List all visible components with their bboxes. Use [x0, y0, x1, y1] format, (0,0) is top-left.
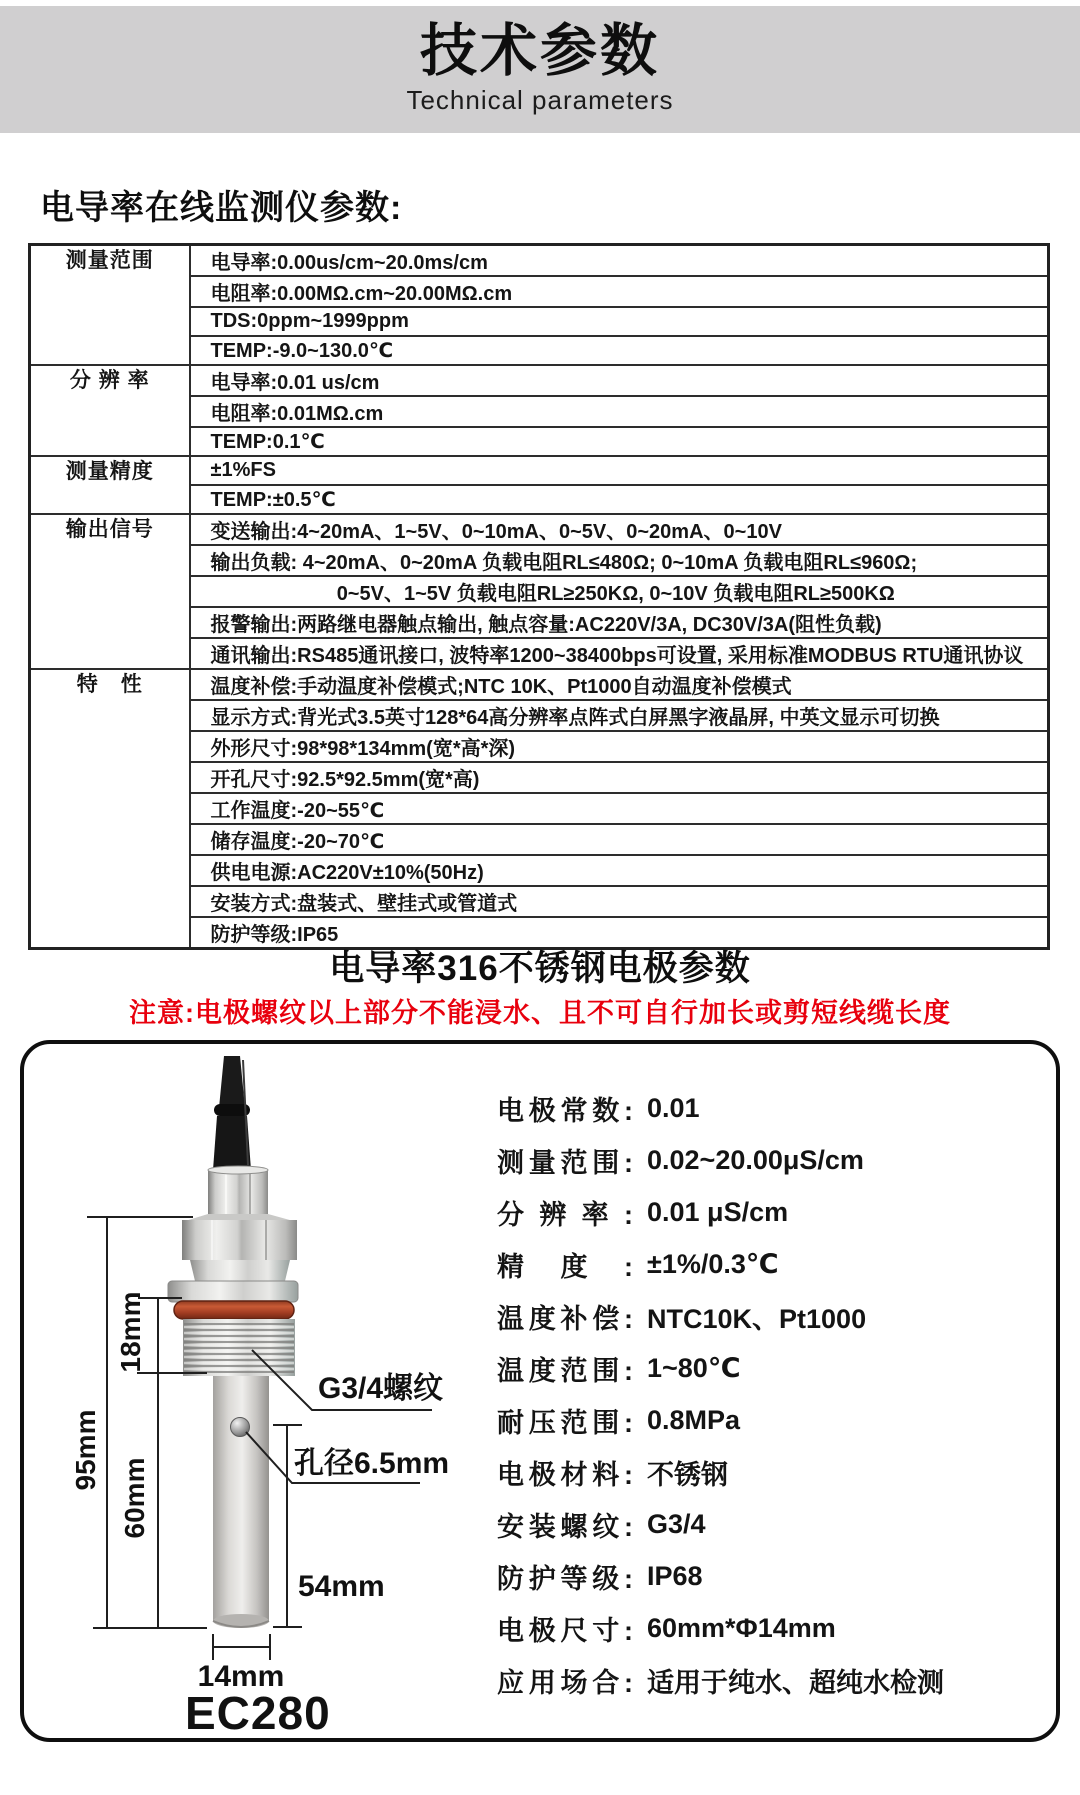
- spec-label-features: 特 性: [30, 669, 190, 949]
- thread-callout-label: G3/4螺纹: [318, 1372, 444, 1405]
- header-band: [0, 6, 1080, 133]
- spec-cell: 电阻率:0.00MΩ.cm~20.00MΩ.cm: [190, 276, 1049, 307]
- param-value: NTC10K、Pt1000: [647, 1303, 867, 1334]
- param-value: 适用于纯水、超纯水检测: [647, 1667, 944, 1698]
- param-value: 0.8MPa: [647, 1404, 741, 1435]
- table-row: [30, 245, 1049, 277]
- spec-cell: 0~5V、1~5V 负载电阻RL≥250KΩ, 0~10V 负载电阻RL≥500KΩ: [190, 576, 1049, 607]
- spec-cell: TEMP:±0.5℃: [190, 485, 1049, 514]
- spec-cell: 温度补偿:手动温度补偿模式;NTC 10K、Pt1000自动温度补偿模式: [190, 669, 1049, 700]
- spec-cell: 输出负载: 4~20mA、0~20mA 负载电阻RL≤480Ω; 0~10mA 负载电阻RL≤960Ω;: [190, 545, 1049, 576]
- spec-label-accuracy: 测量精度: [30, 456, 190, 514]
- param-label: 精度:: [497, 1251, 633, 1282]
- param-label: 应用场合:: [497, 1667, 633, 1698]
- dim-95mm-label: 95mm: [70, 1409, 101, 1491]
- param-label: 安装螺纹:: [497, 1511, 633, 1542]
- param-label: 电极尺寸:: [497, 1615, 633, 1646]
- model-label: EC280: [185, 1687, 331, 1739]
- spec-cell: 安装方式:盘装式、壁挂式或管道式: [190, 886, 1049, 917]
- spec-cell: 电阻率:0.01MΩ.cm: [190, 396, 1049, 427]
- param-value: 60mm*Φ14mm: [647, 1612, 836, 1643]
- spec-cell: ±1%FS: [190, 456, 1049, 485]
- spec-cell: 通讯输出:RS485通讯接口, 波特率1200~38400bps可设置, 采用标准MODBUS RTU通讯协议: [190, 638, 1049, 669]
- param-value: 不锈钢: [647, 1459, 728, 1490]
- spec-cell: 工作温度:-20~55℃: [190, 793, 1049, 824]
- spec-cell: 显示方式:背光式3.5英寸128*64高分辨率点阵式白屏黑字液晶屏, 中英文显示可切换: [190, 700, 1049, 731]
- spec-cell: 变送输出:4~20mA、1~5V、0~10mA、0~5V、0~20mA、0~10V: [190, 514, 1049, 545]
- param-label: 分辨率:: [497, 1199, 633, 1230]
- spec-cell: 供电电源:AC220V±10%(50Hz): [190, 855, 1049, 886]
- monitor-params-heading: 电导率在线监测仪参数:: [40, 189, 403, 227]
- spec-cell: 储存温度:-20~70℃: [190, 824, 1049, 855]
- param-label: 测量范围:: [497, 1147, 633, 1178]
- spec-label-output-signal: 输出信号: [30, 514, 190, 669]
- list-item: [497, 1134, 1042, 1186]
- list-item: [497, 1290, 1042, 1342]
- param-value: 1~80℃: [647, 1352, 741, 1383]
- list-item: [497, 1654, 1042, 1706]
- param-value: ±1%/0.3℃: [647, 1248, 779, 1279]
- spec-cell: 开孔尺寸:92.5*92.5mm(宽*高): [190, 762, 1049, 793]
- table-row: [30, 456, 1049, 485]
- page-title: 技术参数: [420, 19, 660, 83]
- table-row: [30, 514, 1049, 545]
- probe-body-graphic: [213, 1376, 269, 1628]
- table-row: [30, 365, 1049, 396]
- list-item: [497, 1394, 1042, 1446]
- param-value: IP68: [647, 1560, 703, 1591]
- spec-cell: 外形尺寸:98*98*134mm(宽*高*深): [190, 731, 1049, 762]
- oring-graphic: [174, 1301, 294, 1319]
- spec-cell: TDS:0ppm~1999ppm: [190, 307, 1049, 336]
- table-row: [30, 669, 1049, 700]
- electrode-section-title: 电导率316不锈钢电极参数: [329, 949, 751, 988]
- list-item: [497, 1602, 1042, 1654]
- spec-label-resolution: 分 辨 率: [30, 365, 190, 456]
- hex-nut-graphic: [182, 1214, 297, 1281]
- param-label: 温度补偿:: [497, 1303, 633, 1334]
- page-subtitle: Technical parameters: [406, 84, 674, 115]
- spec-cell: 电导率:0.00us/cm~20.0ms/cm: [190, 245, 1049, 277]
- param-label: 防护等级:: [497, 1563, 633, 1594]
- param-value: 0.02~20.00μS/cm: [647, 1144, 864, 1175]
- param-label: 温度范围:: [497, 1355, 633, 1386]
- spec-cell: 报警输出:两路继电器触点输出, 触点容量:AC220V/3A, DC30V/3A(阻性负载): [190, 607, 1049, 638]
- thread-graphic: [183, 1319, 295, 1376]
- electrode-warning: 注意:电极螺纹以上部分不能浸水、且不可自行加长或剪短线缆长度: [129, 998, 951, 1028]
- list-item: [497, 1186, 1042, 1238]
- param-value: G3/4: [647, 1508, 706, 1539]
- spec-cell: 电导率:0.01 us/cm: [190, 365, 1049, 396]
- param-label: 电极常数:: [497, 1095, 633, 1126]
- spec-cell: 防护等级:IP65: [190, 917, 1049, 949]
- hole-callout-label: 孔径6.5mm: [294, 1447, 450, 1480]
- spec-cell: TEMP:0.1℃: [190, 427, 1049, 456]
- electrode-params-list: [497, 1082, 1042, 1706]
- dim-60mm-label: 60mm: [119, 1457, 150, 1539]
- spec-table: [28, 243, 1050, 950]
- param-value: 0.01: [647, 1092, 700, 1123]
- dim-54mm-label: 54mm: [298, 1570, 385, 1603]
- spec-cell: TEMP:-9.0~130.0℃: [190, 336, 1049, 365]
- flange-graphic: [168, 1281, 298, 1302]
- param-label: 电极材料:: [497, 1459, 633, 1490]
- dim-14mm-label: 14mm: [197, 1660, 285, 1693]
- param-value: 0.01 μS/cm: [647, 1196, 789, 1227]
- gland-nut-graphic: [208, 1166, 268, 1214]
- electrode-figure: [20, 1040, 460, 1742]
- cable-graphic: [213, 1056, 251, 1170]
- list-item: [497, 1342, 1042, 1394]
- dim-18mm-label: 18mm: [115, 1291, 146, 1373]
- list-item: [497, 1238, 1042, 1290]
- spec-label-measure-range: 测量范围: [30, 245, 190, 366]
- list-item: [497, 1498, 1042, 1550]
- list-item: [497, 1550, 1042, 1602]
- list-item: [497, 1082, 1042, 1134]
- param-label: 耐压范围:: [497, 1407, 633, 1438]
- list-item: [497, 1446, 1042, 1498]
